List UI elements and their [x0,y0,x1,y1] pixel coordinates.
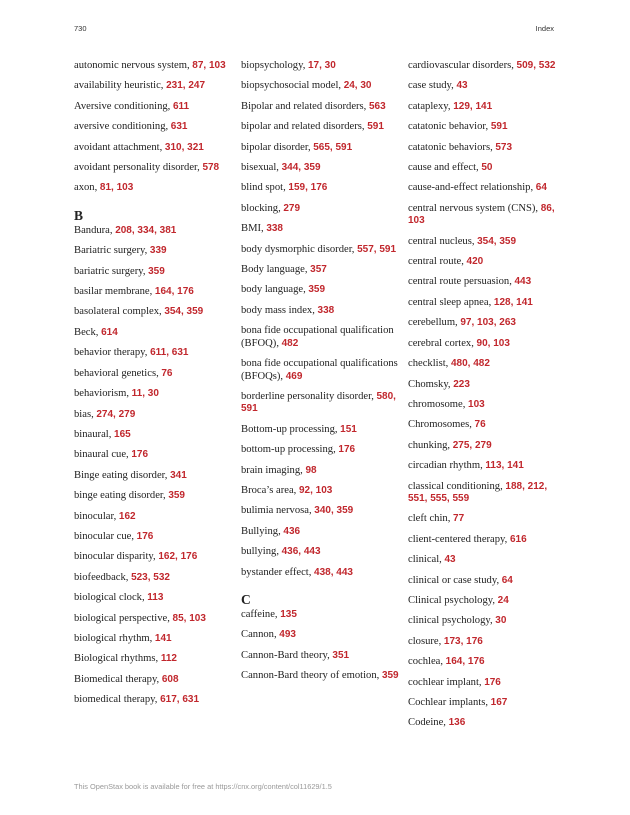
index-entry [241,244,401,256]
index-term: body language, [241,284,309,296]
page-reference-link[interactable]: 231, 247 [166,80,206,92]
index-entry [408,121,556,133]
page-reference-link[interactable]: 580, 591 [241,390,396,415]
index-entry [74,121,234,133]
page-reference-link[interactable]: 30 [495,615,507,627]
page-number: 730 [74,24,87,33]
index-term: binocular, [74,510,119,522]
index-term: case study, [408,80,457,92]
index-term: bariatric surgery, [74,265,149,277]
page-reference-link[interactable]: 338 [266,223,283,235]
page-reference-link[interactable]: 578 [202,162,220,174]
page-reference-link[interactable]: 81, 103 [99,182,134,194]
index-term: Codeine, [408,717,449,729]
index-term: cataplexy, [408,100,454,112]
page-reference-link[interactable]: 176 [136,530,154,542]
page-reference-link[interactable]: 50 [481,162,493,174]
page-reference-link[interactable]: 24 [497,594,509,606]
page-reference-link[interactable]: 310, 321 [164,141,204,153]
page-reference-link[interactable]: 176 [131,449,149,461]
index-term: Chomsky, [408,378,454,390]
index-entry [408,460,556,472]
index-entry [74,511,234,523]
index-term: bipolar and related disorders, [241,121,368,133]
index-term: behavior therapy, [74,347,151,359]
index-entry [408,697,556,709]
index-entry [74,306,234,318]
index-entry [74,60,234,72]
index-term: bona fide occupational qualifications (BFOQs), [241,358,398,382]
index-term: Biomedical therapy, [74,673,162,685]
index-entry [74,368,234,380]
index-term: bottom-up processing, [241,444,339,456]
index-term: bias, [74,408,97,420]
index-entry [74,613,234,625]
index-entry [74,470,234,482]
index-term: Bipolar and related disorders, [241,100,369,112]
page-reference-link[interactable]: 135 [280,608,297,620]
index-term: blind spot, [241,182,289,194]
page-reference-link[interactable]: 573 [495,141,513,153]
index-entry [74,449,234,461]
index-term: biological clock, [74,592,148,604]
index-entry [241,358,401,383]
index-entry [241,284,401,296]
index-entry [74,80,234,92]
index-term: biopsychology, [241,60,308,71]
index-entry [408,575,556,587]
index-entry [74,409,234,421]
index-term: client-centered therapy, [408,533,510,545]
index-term: bisexual, [241,162,282,174]
page-reference-link[interactable]: 162 [118,510,136,522]
index-term: closure, [408,635,444,647]
page-reference-link[interactable]: 611 [172,100,190,112]
page-reference-link[interactable]: 344, 359 [281,162,321,174]
index-entry [74,551,234,563]
index-term: Bullying, [241,525,284,537]
page-reference-link[interactable]: 165 [114,428,131,440]
page-reference-link[interactable]: 509, 532 [516,60,556,71]
index-entry [74,694,234,706]
index-term: bulimia nervosa, [241,505,315,517]
page-reference-link[interactable]: 523, 532 [131,571,170,583]
page-reference-link[interactable]: 151 [340,423,357,435]
page-reference-link[interactable]: 77 [453,513,465,525]
index-entry [241,223,401,235]
index-entry [241,203,401,215]
page-reference-link[interactable]: 274, 279 [96,408,136,420]
index-term: BMI, [241,223,267,235]
page-reference-link[interactable]: 43 [456,80,468,92]
index-term: avoidant personality disorder, [74,162,203,174]
page-reference-link[interactable]: 354, 359 [164,306,204,318]
index-term: Bandura, [74,224,116,236]
page-reference-link[interactable]: 563 [368,100,386,112]
page-reference-link[interactable]: 164, 176 [154,286,194,298]
index-entry [74,572,234,584]
index-entry [241,444,401,456]
page-reference-link[interactable]: 443 [514,276,532,288]
index-term: Beck, [74,326,102,338]
index-term: biofeedback, [74,571,132,583]
index-term: cerebellum, [408,317,461,329]
index-term: binocular cue, [74,530,137,542]
index-term: Cannon-Bard theory, [241,649,333,661]
index-entry [241,101,401,113]
index-term: clinical psychology, [408,615,496,627]
page-reference-link[interactable]: 11, 30 [131,388,159,400]
index-letter-heading: B [74,207,84,223]
index-term: biopsychosocial model, [241,80,344,92]
index-term: body dysmorphic disorder, [241,243,358,255]
index-term: brain imaging, [241,464,306,476]
index-term: cerebral cortex, [408,337,477,349]
index-entry [408,440,556,452]
page-reference-link[interactable]: 113 [147,592,164,604]
index-term: axon, [74,182,100,194]
footer-note: This OpenStax book is available for free at https://cnx.org/content/col11629/1.5 [74,782,332,791]
index-term: Clinical psychology, [408,594,498,606]
page-reference-link[interactable]: 167 [490,697,508,708]
page-reference-link[interactable]: 617, 631 [160,694,200,706]
index-term: cause and effect, [408,162,482,174]
index-entry [74,266,234,278]
page-reference-link[interactable]: 480, 482 [450,358,490,370]
index-entry [241,567,401,579]
index-term: borderline personality disorder, [241,390,377,402]
index-entry [408,101,556,113]
page-reference-link[interactable]: 188, 212, 551, 555, 559 [408,480,548,504]
index-entry [241,526,401,538]
index-entry [74,592,234,604]
index-entry [241,80,401,92]
page-reference-link[interactable]: 616 [509,533,527,545]
page-reference-link[interactable]: 87, 103 [192,60,226,71]
index-term: clinical or case study, [408,574,502,586]
index-entry [408,554,556,566]
index-entry [241,670,401,682]
page-reference-link[interactable]: 98 [305,464,317,476]
index-column-1 [74,60,234,715]
page-reference-link[interactable]: 436, 443 [281,546,321,558]
index-entry [408,236,556,248]
page-reference-link[interactable]: 420 [466,256,484,268]
index-entry [241,505,401,517]
page-reference-link[interactable]: 64 [501,574,513,586]
index-entry [74,162,234,174]
index-entry [74,101,234,113]
page-reference-link[interactable]: 76 [161,367,173,379]
index-term: bystander effect, [241,566,315,578]
index-entry [241,391,401,416]
page-reference-link[interactable]: 97, 103, 263 [460,317,516,329]
index-term: behavioral genetics, [74,367,162,379]
index-entry [241,121,401,133]
page-reference-link[interactable]: 76 [474,419,486,431]
page-reference-link[interactable]: 173, 176 [443,635,483,647]
index-term: blocking, [241,202,284,214]
index-term: cochlear implant, [408,676,485,688]
index-entry [408,513,556,525]
index-entry [74,674,234,686]
page-reference-link[interactable]: 90, 103 [476,337,510,349]
index-entry [74,182,234,194]
index-term: cleft chin, [408,513,454,525]
index-entry [241,162,401,174]
page-reference-link[interactable]: 338 [317,304,335,316]
index-letter-heading: C [241,591,251,607]
index-entry [408,677,556,689]
page-reference-link[interactable]: 136 [448,717,466,729]
page-reference-link[interactable]: 591 [367,121,384,133]
index-term: behaviorism, [74,388,132,400]
page-reference-link[interactable]: 438, 443 [314,566,353,578]
page-reference-link[interactable]: 43 [444,554,456,566]
index-entry [241,60,401,72]
index-entry [241,264,401,276]
index-entry [241,325,401,350]
page-reference-link[interactable]: 223 [453,378,470,390]
page-reference-link[interactable]: 17, 30 [308,60,336,71]
page-reference-link[interactable]: 482 [281,337,299,349]
page-reference-link[interactable]: 279 [283,202,301,214]
page-reference-link[interactable]: 24, 30 [343,80,372,92]
index-term: circadian rhythm, [408,460,486,472]
index-term: chromosome, [408,398,469,410]
index-term: Bariatric surgery, [74,245,150,257]
page-reference-link[interactable]: 493 [279,629,296,641]
index-term: central route, [408,256,467,268]
index-term: Broca’s area, [241,484,299,496]
index-term: basolateral complex, [74,306,165,318]
index-entry [408,656,556,668]
page-reference-link[interactable]: 64 [535,182,547,194]
page-reference-link[interactable]: 591 [490,121,508,133]
index-entry [408,338,556,350]
page-reference-link[interactable]: 159, 176 [288,182,328,194]
index-term: binge eating disorder, [74,490,169,502]
index-entry [408,534,556,546]
index-entry [74,531,234,543]
index-entry [408,162,556,174]
index-term: body mass index, [241,304,318,316]
index-term: biomedical therapy, [74,694,161,706]
index-entry [74,142,234,154]
page-reference-link[interactable]: 359 [148,265,165,277]
index-term: central sleep apnea, [408,296,494,308]
index-entry [408,615,556,627]
index-term: checklist, [408,358,451,370]
index-entry [408,399,556,411]
index-term: avoidant attachment, [74,141,165,153]
index-term: Chromosomes, [408,419,475,431]
index-entry [408,717,556,729]
index-term: aversive conditioning, [74,121,171,133]
page-reference-link[interactable]: 339 [149,245,167,257]
index-term: Cannon-Bard theory of emotion, [241,670,382,682]
index-column-2 [241,60,401,691]
page-reference-link[interactable]: 141 [154,632,172,644]
index-term: central nervous system (CNS), [408,202,541,214]
page-reference-link[interactable]: 565, 591 [313,141,353,153]
index-term: autonomic nervous system, [74,60,193,71]
page-reference-link[interactable]: 129, 141 [453,100,493,112]
page-reference-link[interactable]: 162, 176 [158,551,198,563]
page-reference-link[interactable]: 436 [283,525,301,537]
page-reference-link[interactable]: 86, 103 [408,202,555,227]
index-term: Aversive conditioning, [74,100,173,112]
index-entry [241,650,401,662]
index-entry [74,327,234,339]
index-term: bullying, [241,546,282,558]
index-term: central route persuasion, [408,276,515,288]
page-reference-link[interactable]: 631 [170,121,188,133]
index-term: classical conditioning, [408,480,506,492]
index-entry [241,305,401,317]
index-term: Body language, [241,264,311,276]
page-reference-link[interactable]: 340, 359 [314,505,354,517]
index-term: catatonic behaviors, [408,141,496,153]
index-entry [74,490,234,502]
index-entry [408,358,556,370]
index-entry [74,286,234,298]
page-reference-link[interactable]: 275, 279 [452,439,492,451]
page-reference-link[interactable]: 208, 334, 381 [115,224,177,236]
index-entry [241,629,401,641]
page-reference-link[interactable]: 469 [285,370,303,382]
index-term: Cochlear implants, [408,697,491,708]
index-entry [408,595,556,607]
index-entry [74,653,234,665]
index-entry [408,256,556,268]
index-entry [408,379,556,391]
index-term: caffeine, [241,608,281,620]
page-reference-link[interactable]: 164, 176 [445,656,485,668]
index-term: biological rhythm, [74,632,155,644]
page-reference-link[interactable]: 614 [101,326,118,338]
index-term: Biological rhythms, [74,653,161,665]
index-term: cardiovascular disorders, [408,60,517,71]
index-term: bipolar disorder, [241,141,314,153]
page-reference-link[interactable]: 359 [308,284,326,296]
index-entry [74,245,234,257]
index-term: binocular disparity, [74,551,159,563]
index-entry [408,142,556,154]
index-term: binaural, [74,428,115,440]
index-term: central nucleus, [408,235,478,247]
page-reference-link[interactable]: 357 [310,264,327,276]
page-reference-link[interactable]: 128, 141 [493,296,533,308]
page-reference-link[interactable]: 176 [338,444,356,456]
index-entry [408,203,556,228]
page-reference-link[interactable]: 176 [484,676,501,688]
index-term: binaural cue, [74,449,132,461]
index-entry [241,485,401,497]
index-entry [408,317,556,329]
index-entry [74,225,234,237]
index-entry [74,633,234,645]
page-reference-link[interactable]: 359 [168,490,185,502]
index-entry [241,424,401,436]
index-entry [408,80,556,92]
index-entry [408,297,556,309]
index-entry [408,276,556,288]
index-term: Binge eating disorder, [74,469,171,481]
index-entry [408,60,556,72]
index-term: cause-and-effect relationship, [408,182,536,194]
index-entry [74,429,234,441]
index-entry [241,182,401,194]
running-header: Index [535,24,554,33]
page-reference-link[interactable]: 351 [332,649,350,661]
index-term: Cannon, [241,629,280,641]
page-reference-link[interactable]: 112 [160,653,177,665]
page-reference-link[interactable]: 608 [161,673,179,685]
page-reference-link[interactable]: 103 [468,398,485,410]
index-term: basilar membrane, [74,286,155,298]
index-entry [241,142,401,154]
page-reference-link[interactable]: 557, 591 [357,243,397,255]
page-reference-link[interactable]: 354, 359 [477,235,517,247]
index-entry [74,347,234,359]
index-entry [408,419,556,431]
index-entry [408,182,556,194]
page-reference-link[interactable]: 113, 141 [485,460,524,472]
index-term: clinical, [408,554,445,566]
index-term: chunking, [408,439,453,451]
page-reference-link[interactable]: 341 [170,469,187,481]
index-entry [408,481,556,506]
index-entry [241,546,401,558]
index-term: catatonic behavior, [408,121,491,133]
index-entry [408,636,556,648]
index-column-3 [408,60,556,738]
page-reference-link[interactable]: 611, 631 [150,347,189,359]
page-reference-link[interactable]: 92, 103 [298,484,333,496]
index-term: biological perspective, [74,612,173,624]
index-term: availability heuristic, [74,80,167,92]
index-term: cochlea, [408,656,446,668]
index-entry [74,388,234,400]
index-entry [241,465,401,477]
index-term: Bottom-up processing, [241,423,341,435]
index-term: bona fide occupational qualification (BFOQ), [241,325,394,349]
index-entry [241,609,401,621]
page-reference-link[interactable]: 359 [381,670,399,682]
page-reference-link[interactable]: 85, 103 [172,612,206,624]
